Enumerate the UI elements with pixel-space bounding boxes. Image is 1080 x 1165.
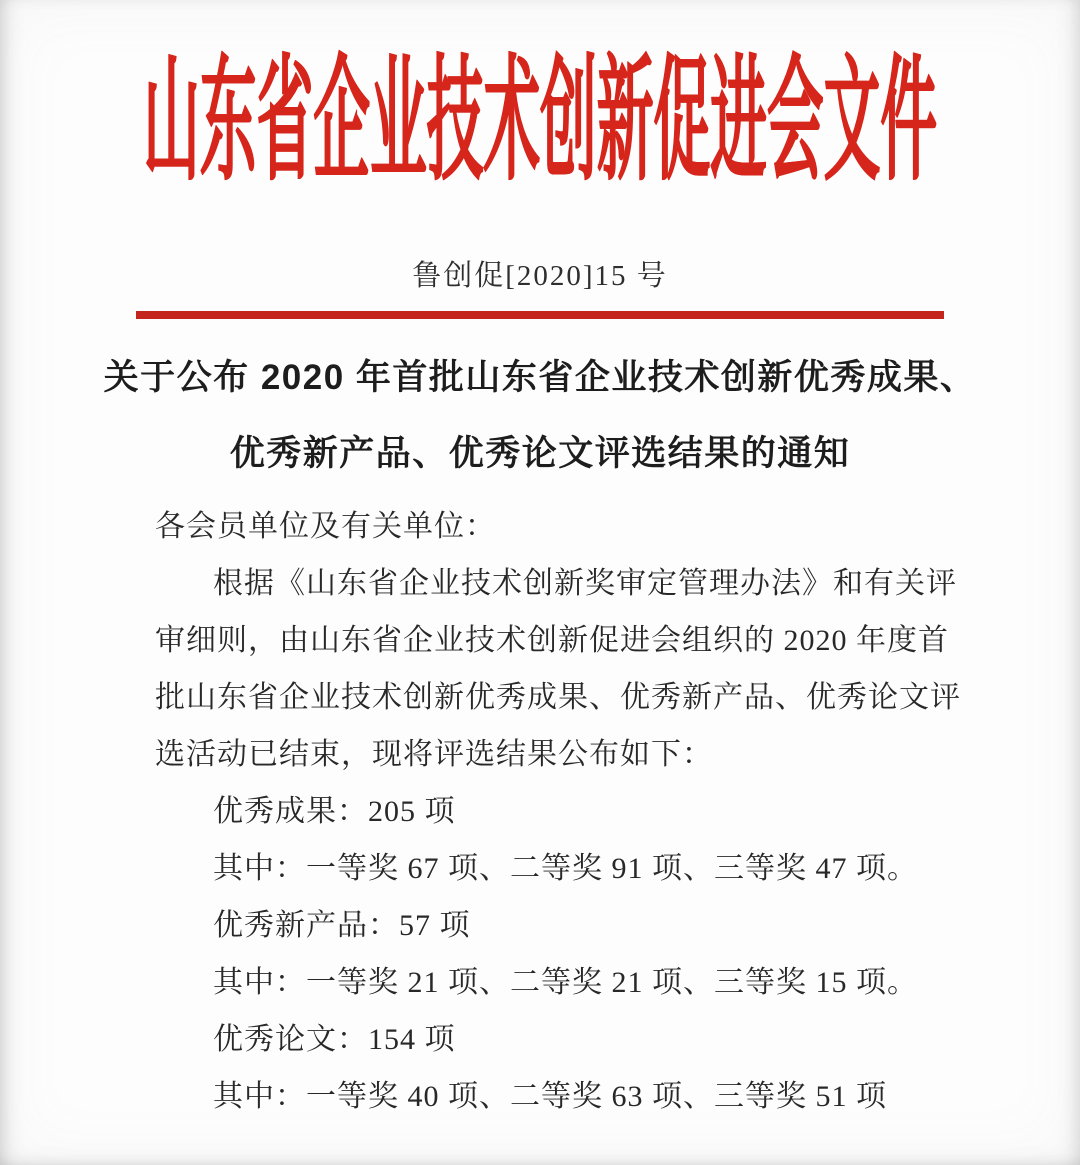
paragraph-line: 审细则，由山东省企业技术创新促进会组织的 2020 年度首 (155, 624, 949, 657)
letterhead-title: 山东省企业技术创新促进会文件 (143, 47, 937, 198)
document-number: 鲁创促[2020]15 号 (412, 260, 668, 292)
result-line-new-products-breakdown: 其中：一等奖 21 项、二等奖 21 项、三等奖 15 项。 (213, 966, 918, 999)
paragraph-line: 选活动已结束，现将评选结果公布如下： (155, 738, 713, 771)
result-line-papers: 优秀论文：154 项 (213, 1023, 456, 1056)
result-line-papers-breakdown: 其中：一等奖 40 项、二等奖 63 项、三等奖 51 项 (213, 1080, 887, 1113)
notice-title (0, 340, 1080, 492)
result-line-new-products: 优秀新产品：57 项 (213, 909, 471, 942)
notice-body (0, 498, 1080, 1125)
salutation: 各会员单位及有关单位： (155, 510, 496, 543)
paragraph-line: 根据《山东省企业技术创新奖审定管理办法》和有关评 (213, 567, 957, 600)
letterhead (143, 48, 1080, 208)
notice-title-line1: 关于公布 2020 年首批山东省企业技术创新优秀成果、 (103, 358, 977, 397)
notice-title-line2: 优秀新产品、优秀论文评选结果的通知 (229, 434, 851, 473)
red-separator-rule (136, 311, 944, 319)
result-line-achievements-breakdown: 其中：一等奖 67 项、二等奖 91 项、三等奖 47 项。 (213, 852, 918, 885)
result-line-outstanding-achievements: 优秀成果：205 项 (213, 795, 456, 828)
paragraph-line: 批山东省企业技术创新优秀成果、优秀新产品、优秀论文评 (155, 681, 961, 714)
